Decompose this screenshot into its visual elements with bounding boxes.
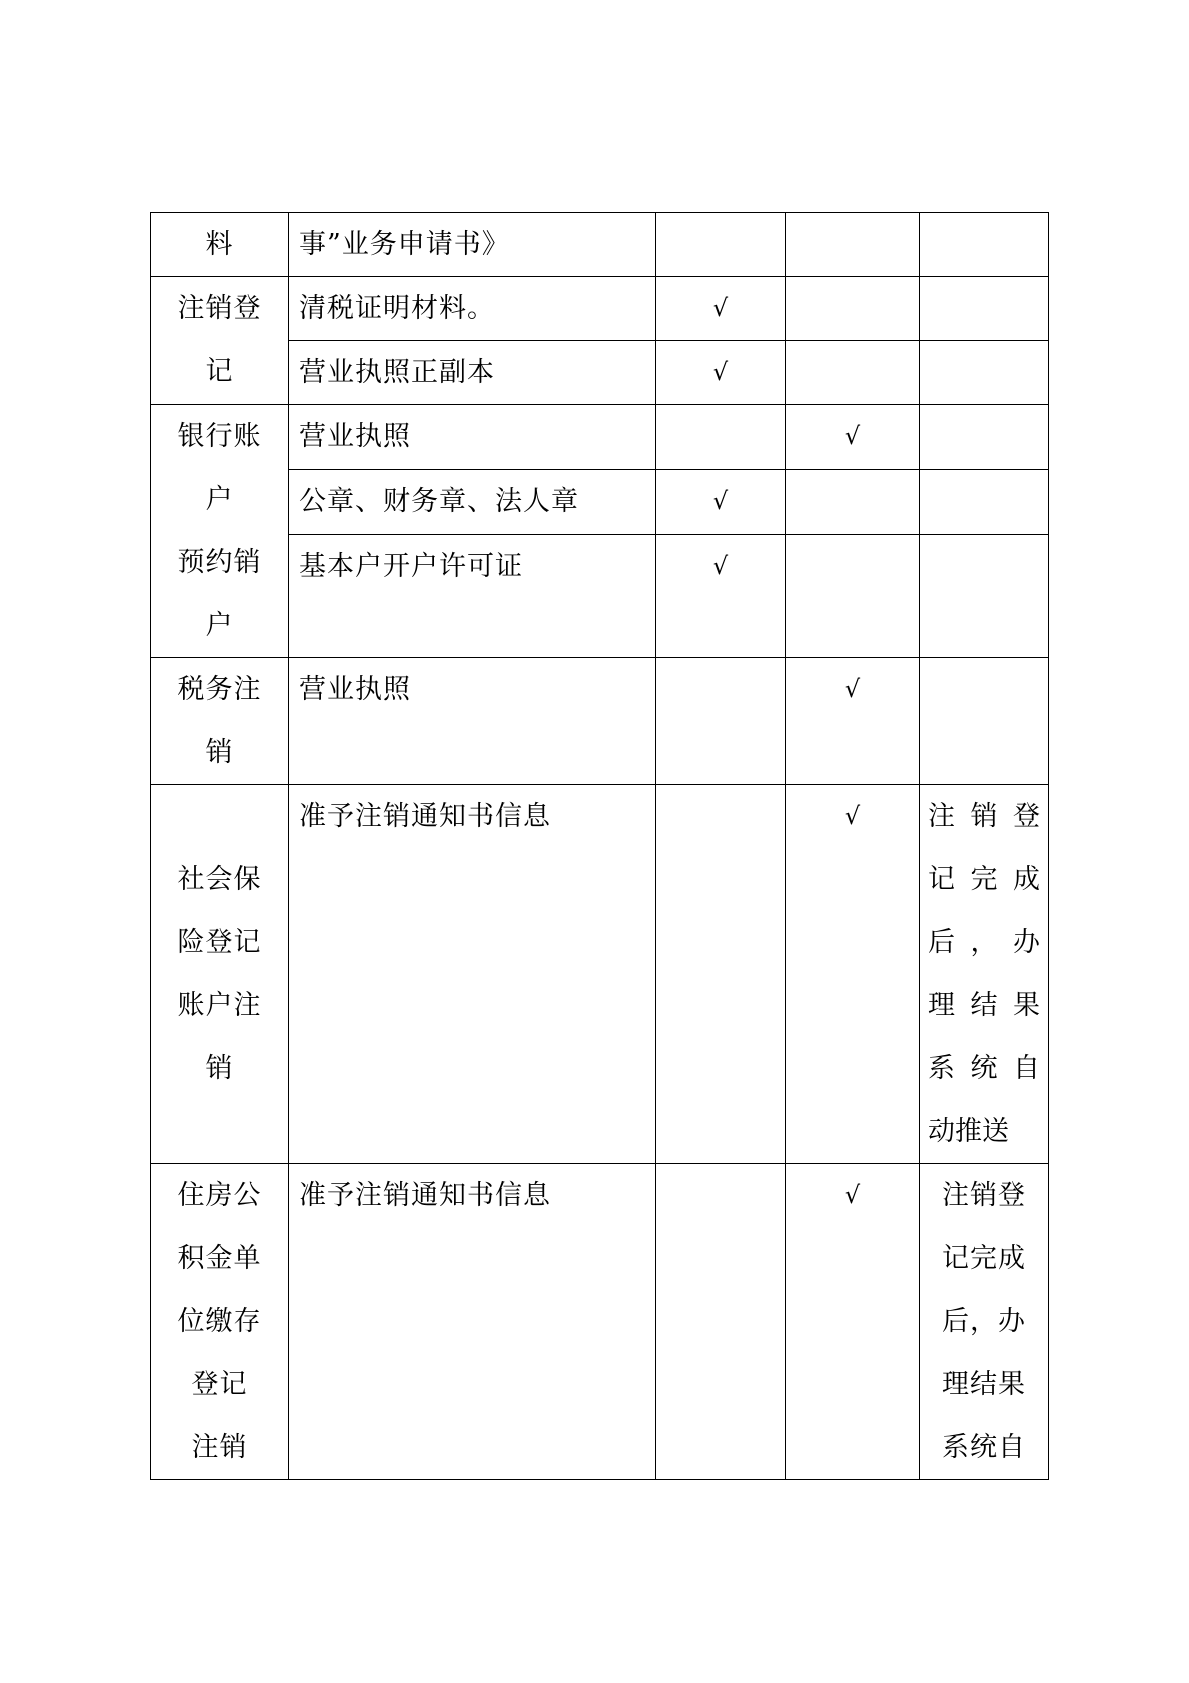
check-cell-col4 — [786, 277, 920, 341]
material-cell — [289, 658, 656, 785]
check-cell-col3 — [656, 341, 786, 405]
note-cell — [920, 405, 1049, 470]
material-text: 营业执照 — [299, 421, 411, 452]
note-line: 后，办 — [928, 927, 1040, 958]
material-text: 公章、财务章、法人章 — [299, 485, 579, 517]
check-cell-col3 — [656, 469, 786, 534]
category-line: 户 — [205, 610, 234, 641]
material-text: 清税证明材料。 — [299, 293, 495, 324]
category-line: 记 — [205, 356, 234, 387]
table-row — [151, 277, 1049, 341]
material-cell — [289, 405, 656, 470]
check-cell-col4 — [786, 1164, 920, 1480]
material-text: 营业执照正副本 — [299, 357, 495, 388]
check-cell-col3 — [656, 658, 786, 785]
note-cell — [920, 277, 1049, 341]
check-cell-col4 — [786, 405, 920, 470]
note-line: 记完成 — [928, 864, 1040, 895]
material-cell — [289, 277, 656, 341]
check-mark: √ — [844, 422, 861, 450]
check-cell-col3 — [656, 534, 786, 657]
category-line: 注销登 — [177, 293, 262, 324]
table-row — [151, 658, 1049, 785]
material-text: 准予注销通知书信息 — [299, 1180, 551, 1211]
note-cell — [920, 785, 1049, 1164]
category-line: 户 — [205, 484, 234, 515]
material-cell — [289, 1164, 656, 1480]
material-text: 基本户开户许可证 — [299, 550, 523, 582]
note-line: 理结果 — [928, 990, 1040, 1021]
category-line: 销 — [205, 737, 234, 768]
category-line: 银行账 — [177, 421, 262, 452]
table-row — [151, 1164, 1049, 1480]
category-line: 险登记 — [177, 927, 262, 958]
category-cell — [151, 1164, 289, 1480]
check-mark: √ — [712, 486, 729, 515]
check-cell-col3 — [656, 785, 786, 1164]
check-cell-col4 — [786, 341, 920, 405]
table-row — [151, 213, 1049, 277]
check-cell-col4 — [786, 785, 920, 1164]
category-line: 登记 — [191, 1369, 248, 1400]
note-line: 动推送 — [928, 1116, 1009, 1147]
note-line: 记完成 — [942, 1243, 1026, 1274]
table-row — [151, 785, 1049, 1164]
note-line: 注销登 — [928, 801, 1040, 832]
check-mark: √ — [844, 675, 861, 703]
check-cell-col4 — [786, 658, 920, 785]
material-cell — [289, 469, 656, 534]
check-cell-col3 — [656, 1164, 786, 1480]
category-cell — [151, 213, 289, 277]
material-cell — [289, 785, 656, 1164]
category-line: 位缴存 — [177, 1306, 262, 1337]
check-mark: √ — [712, 551, 729, 580]
check-cell-col4 — [786, 213, 920, 277]
check-mark: √ — [844, 802, 861, 830]
category-line: 社会保 — [177, 864, 262, 895]
check-cell-col3 — [656, 405, 786, 470]
material-cell — [289, 341, 656, 405]
category-line: 销 — [205, 1053, 234, 1084]
note-cell — [920, 341, 1049, 405]
requirements-table — [150, 212, 1049, 1480]
category-cell — [151, 785, 289, 1164]
note-cell — [920, 1164, 1049, 1480]
note-cell — [920, 469, 1049, 534]
category-cell — [151, 277, 289, 405]
check-cell-col4 — [786, 534, 920, 657]
category-line: 预约销 — [177, 547, 262, 578]
table-row — [151, 405, 1049, 470]
check-mark: √ — [844, 1181, 861, 1209]
note-line: 注销登 — [942, 1180, 1026, 1211]
check-mark: √ — [712, 294, 729, 322]
category-line: 税务注 — [177, 674, 262, 705]
material-cell — [289, 213, 656, 277]
category-line: 积金单 — [177, 1243, 262, 1274]
note-cell — [920, 213, 1049, 277]
material-text: 事”业务申请书》 — [299, 229, 510, 260]
note-line: 系统自 — [942, 1432, 1026, 1463]
check-mark: √ — [712, 358, 729, 386]
note-line: 系统自 — [928, 1053, 1040, 1084]
category-cell — [151, 658, 289, 785]
material-text: 准予注销通知书信息 — [299, 801, 551, 832]
check-cell-col4 — [786, 469, 920, 534]
category-line: 料 — [205, 229, 234, 260]
note-line: 理结果 — [942, 1369, 1026, 1400]
note-line: 后，办 — [942, 1306, 1026, 1337]
category-line: 住房公 — [177, 1180, 262, 1211]
material-text: 营业执照 — [299, 674, 411, 705]
note-cell — [920, 534, 1049, 657]
category-cell — [151, 405, 289, 658]
check-cell-col3 — [656, 277, 786, 341]
note-cell — [920, 658, 1049, 785]
material-cell — [289, 534, 656, 657]
category-line: 注销 — [191, 1432, 248, 1463]
check-cell-col3 — [656, 213, 786, 277]
category-line: 账户注 — [177, 990, 262, 1021]
